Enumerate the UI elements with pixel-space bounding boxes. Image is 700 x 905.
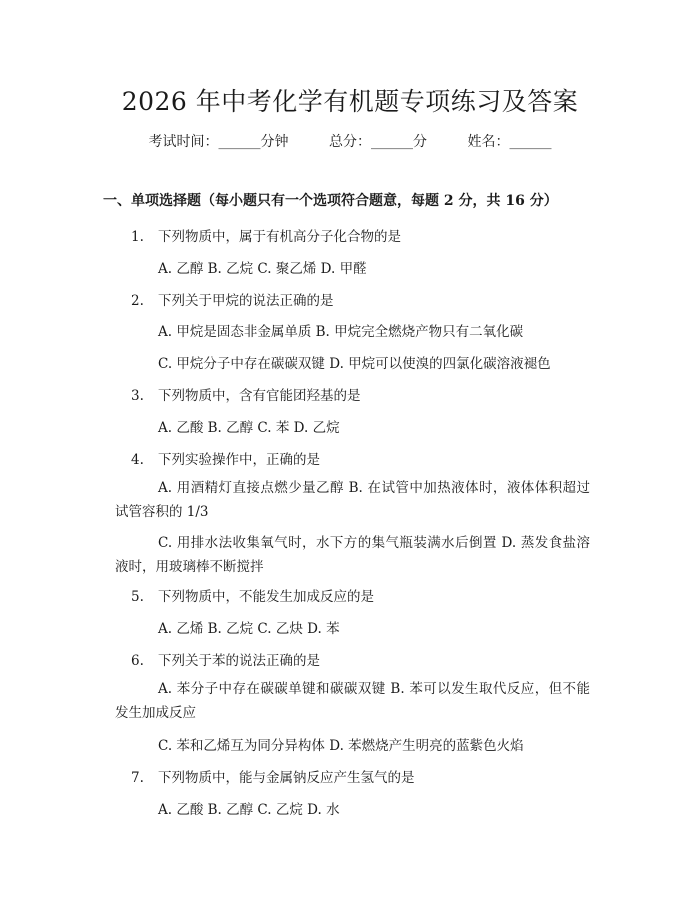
question-number: 6. [131, 653, 144, 669]
question-5 [131, 585, 374, 605]
page-title: 2026 年中考化学有机题专项练习及答案 [121, 87, 579, 116]
question-text: 下列关于甲烷的说法正确的是 [158, 293, 334, 309]
question-text: 下列物质中，含有官能团羟基的是 [158, 388, 361, 404]
question-6 [131, 649, 320, 669]
question-2-options-cd: C. 甲烷分子中存在碳碳双键 D. 甲烷可以使溴的四氯化碳溶液褪色 [158, 356, 551, 372]
question-6-options-cd: C. 苯和乙烯互为同分异构体 D. 苯燃烧产生明亮的蓝紫色火焰 [158, 738, 524, 754]
question-2 [131, 289, 334, 309]
total-score: 总分：______分 [329, 134, 427, 150]
student-name: 姓名：______ [467, 134, 552, 150]
question-text: 下列物质中，能与金属钠反应产生氢气的是 [158, 770, 415, 786]
question-number: 2. [131, 293, 144, 309]
question-text: 下列物质中，不能发生加成反应的是 [158, 589, 374, 605]
question-3 [131, 384, 361, 404]
question-number: 4. [131, 452, 144, 468]
question-2-options-ab: A. 甲烷是固态非金属单质 B. 甲烷完全燃烧产物只有二氧化碳 [158, 324, 524, 340]
question-number: 7. [131, 770, 144, 786]
exam-meta [0, 131, 700, 151]
question-6-options-ab: A. 苯分子中存在碳碳单键和碳碳双键 B. 苯可以发生取代反应，但不能发生加成反应 [115, 681, 590, 721]
question-1-options: A. 乙醇 B. 乙烷 C. 聚乙烯 D. 甲醛 [158, 261, 367, 277]
question-1 [131, 225, 401, 245]
question-number: 5. [131, 589, 144, 605]
question-text: 下列实验操作中，正确的是 [158, 452, 320, 468]
question-4 [131, 448, 320, 468]
question-4-options-cd: C. 用排水法收集氧气时，水下方的集气瓶装满水后倒置 D. 蒸发食盐溶液时，用玻璃棒不断搅拌 [115, 535, 590, 575]
question-number: 3. [131, 388, 144, 404]
section-heading: 一、单项选择题（每小题只有一个选项符合题意，每题 2 分，共 16 分） [103, 193, 558, 209]
question-7 [131, 766, 415, 786]
question-7-options: A. 乙酸 B. 乙醇 C. 乙烷 D. 水 [158, 802, 340, 818]
question-text: 下列关于苯的说法正确的是 [158, 653, 320, 669]
question-4-options-ab: A. 用酒精灯直接点燃少量乙醇 B. 在试管中加热液体时，液体体积超过试管容积的 1/3 [115, 480, 590, 520]
question-text: 下列物质中，属于有机高分子化合物的是 [158, 229, 401, 245]
question-5-options: A. 乙烯 B. 乙烷 C. 乙炔 D. 苯 [158, 621, 340, 637]
question-number: 1. [131, 229, 144, 245]
question-3-options: A. 乙酸 B. 乙醇 C. 苯 D. 乙烷 [158, 420, 340, 436]
exam-time: 考试时间：______分钟 [148, 134, 289, 150]
